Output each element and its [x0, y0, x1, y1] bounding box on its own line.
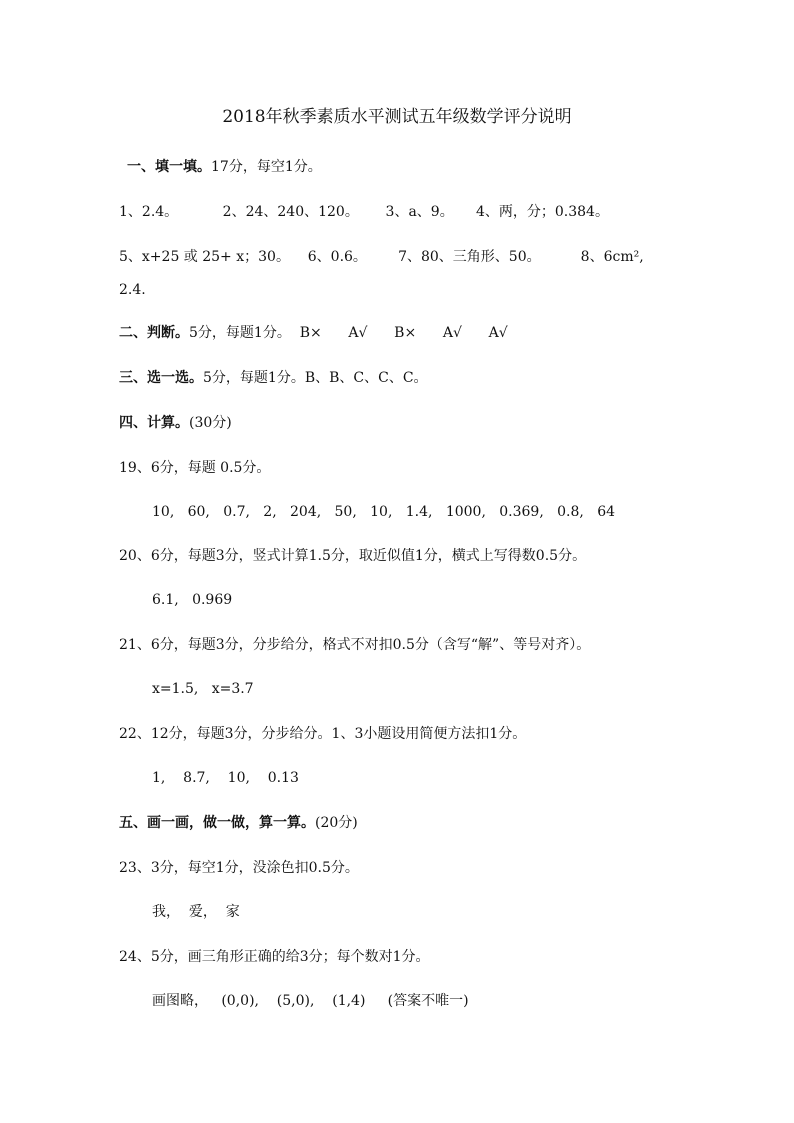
question-21-answers: x=1.5, x=3.7 — [152, 681, 254, 697]
section-4-label: 四、计算。 — [119, 415, 189, 431]
answer-line: 1、2.4。 2、24、240、120。 3、a、9。 4、两，分；0.384。 — [119, 204, 609, 220]
answer-line: 2.4. — [119, 282, 146, 298]
section-1-scoring: 17分，每空1分。 — [211, 159, 322, 175]
question-23: 23、3分，每空1分，没涂色扣0.5分。 — [119, 860, 359, 876]
section-1-label: 一、填一填。 — [127, 159, 211, 175]
question-24: 24、5分，画三角形正确的给3分；每个数对1分。 — [119, 949, 430, 965]
question-22-answers: 1, 8.7, 10, 0.13 — [152, 770, 299, 786]
section-3-heading — [119, 369, 428, 387]
question-22: 22、12分，每题3分，分步给分。1、3小题设用简便方法扣1分。 — [119, 726, 527, 742]
question-23-answers: 我， 爱， 家 — [152, 904, 240, 920]
section-3-label: 三、选一选。 — [119, 370, 203, 386]
section-2-scoring: 5分，每题1分。 B× A√ B× A√ A√ — [189, 325, 508, 341]
section-5-label: 五、画一画，做一做，算一算。 — [119, 815, 315, 831]
section-4-heading — [119, 414, 232, 432]
answer-line: 5、x+25 或 25+ x；30。 6、0.6。 7、80、三角形、50。 8、6cm², — [119, 249, 644, 265]
section-4-scoring: (30分) — [189, 415, 232, 431]
section-2-heading — [119, 324, 508, 342]
question-19: 19、6分，每题 0.5分。 — [119, 460, 271, 476]
section-3-scoring: 5分，每题1分。B、B、C、C、C。 — [203, 370, 428, 386]
section-1-heading — [127, 158, 322, 176]
page-title: 2018年秋季素质水平测试五年级数学评分说明 — [222, 107, 572, 127]
section-5-scoring: (20分) — [315, 815, 358, 831]
question-20-answers: 6.1, 0.969 — [152, 592, 233, 608]
question-21: 21、6分，每题3分，分步给分，格式不对扣0.5分（含写“解”、等号对齐）。 — [119, 637, 591, 653]
question-24-answers: 画图略， (0,0), (5,0), (1,4) (答案不唯一) — [152, 993, 469, 1009]
question-20: 20、6分，每题3分，竖式计算1.5分，取近似值1分，横式上写得数0.5分。 — [119, 548, 587, 564]
section-5-heading — [119, 814, 358, 832]
section-2-label: 二、判断。 — [119, 325, 189, 341]
question-19-answers: 10, 60, 0.7, 2, 204, 50, 10, 1.4, 1000, 0.369, 0.8, 64 — [152, 504, 616, 520]
